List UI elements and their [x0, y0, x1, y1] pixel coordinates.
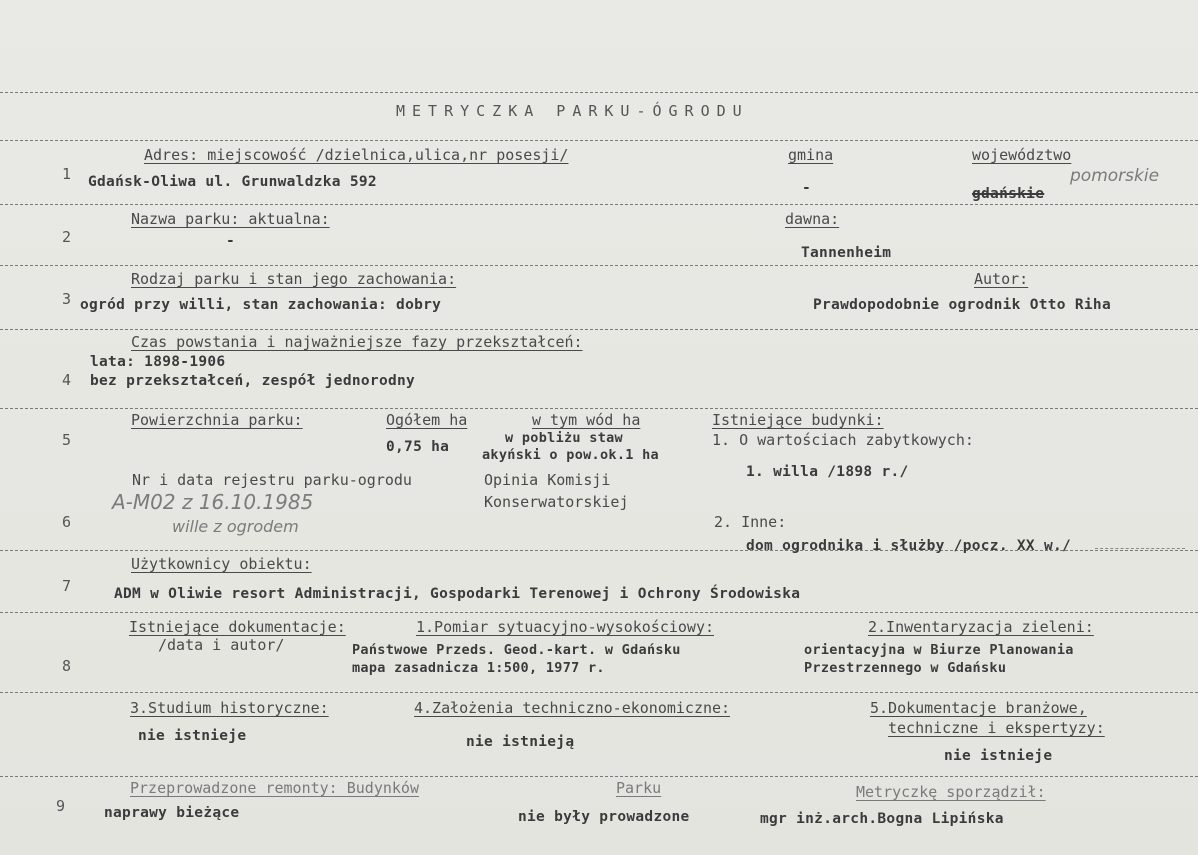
- label-register: Nr i data rejestru parku-ogrodu: [132, 471, 412, 489]
- value-survey-line1: Państwowe Przeds. Geod.-kart. w Gdańsku: [352, 642, 681, 658]
- value-water-line1: w pobliżu staw: [505, 430, 623, 446]
- label-other-buildings: 2. Inne:: [714, 513, 787, 531]
- value-years: lata: 1898-1906: [90, 354, 226, 370]
- label-gmina: gmina: [788, 146, 834, 164]
- value-park-repairs: nie były prowadzone: [518, 809, 690, 825]
- value-users: ADM w Oliwie resort Administracji, Gospodarki Terenowej i Ochrony Środowiska: [114, 586, 801, 602]
- label-documents-sub: /data i autor/: [158, 636, 285, 654]
- label-current-name: Nazwa parku: aktualna:: [131, 210, 330, 228]
- rule: [0, 140, 1198, 141]
- value-transformations: bez przekształceń, zespół jednorodny: [90, 373, 416, 389]
- label-opinion-line2: Konserwatorskiej: [484, 493, 629, 511]
- value-historical-study: nie istnieje: [138, 728, 247, 744]
- label-users: Użytkownicy obiektu:: [131, 555, 312, 573]
- label-compiled-by: Metryczkę sporządził:: [856, 783, 1046, 801]
- value-inventory-line1: orientacyjna w Biurze Planowania: [804, 642, 1074, 658]
- label-author: Autor:: [974, 270, 1029, 288]
- handwritten-voivodeship: pomorskie: [1070, 166, 1160, 186]
- label-inventory: 2.Inwentaryzacja zieleni:: [868, 618, 1094, 636]
- label-historic-buildings: 1. O wartościach zabytkowych:: [712, 431, 974, 449]
- row-number: 8: [62, 657, 72, 675]
- label-water-area: w tym wód ha: [532, 411, 641, 429]
- value-total-area: 0,75 ha: [386, 439, 450, 455]
- value-building-repairs: naprawy bieżące: [104, 805, 240, 821]
- label-buildings: Istniejące budynki:: [712, 411, 884, 429]
- row-number: 2: [62, 228, 72, 246]
- label-branch-docs-line2: techniczne i ekspertyzy:: [888, 719, 1105, 737]
- handwritten-register-number: A-M02 z 16.10.1985: [112, 490, 314, 514]
- value-gmina: -: [802, 180, 812, 196]
- value-voivodeship: gdańskie: [972, 186, 1045, 202]
- row-number: 3: [62, 290, 72, 308]
- label-survey: 1.Pomiar sytuacyjno-wysokościowy:: [416, 618, 715, 636]
- label-area: Powierzchnia parku:: [131, 411, 303, 429]
- label-park-type: Rodzaj parku i stan jego zachowania:: [131, 270, 457, 288]
- label-park-repairs: Parku: [616, 779, 662, 797]
- row-number: 5: [62, 431, 72, 449]
- rule: [0, 408, 1198, 409]
- value-inventory-line2: Przestrzennego w Gdańsku: [804, 660, 1007, 676]
- row-number: 7: [62, 577, 72, 595]
- value-other-building: dom ogrodnika i służby /pocz. XX w./: [746, 538, 1072, 554]
- value-current-name: -: [226, 233, 236, 249]
- label-branch-docs-line1: 5.Dokumentacje branżowe,: [870, 699, 1087, 717]
- value-park-type: ogród przy willi, stan zachowania: dobry: [80, 297, 442, 313]
- label-historical-study: 3.Studium historyczne:: [130, 699, 329, 717]
- handwritten-register-note: wille z ogrodem: [172, 517, 299, 536]
- value-water-line2: akyński o pow.ok.1 ha: [482, 447, 659, 463]
- rule: [0, 329, 1198, 330]
- label-address: Adres: miejscowość /dzielnica,ulica,nr posesji/: [144, 146, 569, 164]
- rule: [1095, 548, 1185, 549]
- label-former-name: dawna:: [785, 210, 840, 228]
- value-compiled-by: mgr inż.arch.Bogna Lipińska: [760, 811, 1004, 827]
- row-number: 4: [62, 371, 72, 389]
- value-former-name: Tannenheim: [801, 245, 892, 261]
- rule: [0, 92, 1198, 93]
- label-documents: Istniejące dokumentacje:: [129, 618, 346, 636]
- row-number: 1: [62, 165, 72, 183]
- form-title: METRYCZKA PARKU-ÓGRODU: [396, 102, 749, 120]
- value-technical-assumptions: nie istnieją: [466, 734, 575, 750]
- label-technical-assumptions: 4.Założenia techniczno-ekonomiczne:: [414, 699, 731, 717]
- value-survey-line2: mapa zasadnicza 1:500, 1977 r.: [352, 660, 605, 676]
- label-total-area: Ogółem ha: [386, 411, 468, 429]
- row-number: 9: [56, 797, 66, 815]
- value-author: Prawdopodobnie ogrodnik Otto Riha: [813, 297, 1111, 313]
- value-branch-docs: nie istnieje: [944, 748, 1053, 764]
- rule: [0, 265, 1198, 266]
- label-repairs: Przeprowadzone remonty: Budynków: [130, 779, 419, 797]
- label-opinion-line1: Opinia Komisji: [484, 471, 611, 489]
- rule: [0, 692, 1198, 693]
- rule: [0, 612, 1198, 613]
- value-historic-building: 1. willa /1898 r./: [746, 464, 909, 480]
- value-address: Gdańsk-Oliwa ul. Grunwaldzka 592: [88, 174, 377, 190]
- label-creation-time: Czas powstania i najważniejsze fazy przekształceń:: [131, 333, 583, 351]
- label-voivodeship: województwo: [972, 146, 1072, 164]
- row-number: 6: [62, 513, 72, 531]
- rule: [0, 204, 1198, 205]
- rule: [0, 776, 1198, 777]
